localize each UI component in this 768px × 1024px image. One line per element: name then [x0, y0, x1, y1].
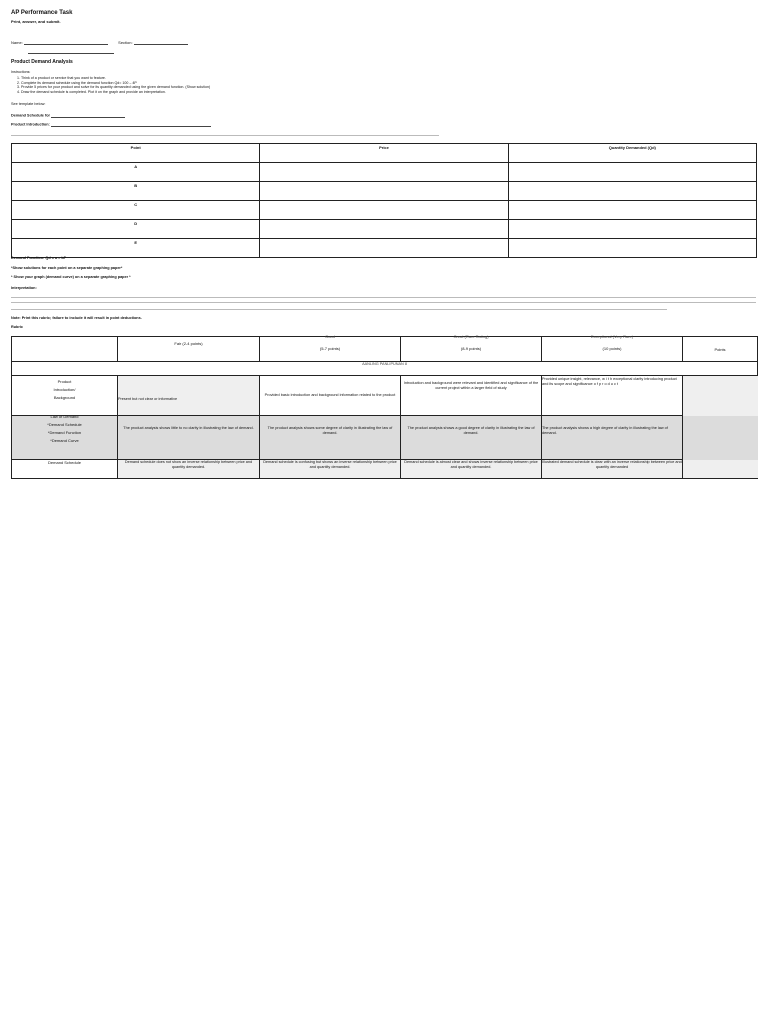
rubric-cell-exceptional: Provided unique insight, relevance, w i t h exceptional clarity introducing product and its scope and significance o f p r o d u c t — [542, 376, 683, 416]
student-fields — [11, 40, 188, 45]
rubric-label: Rubric — [11, 325, 24, 329]
interpretation-label: Interpretation: — [11, 286, 37, 290]
name-label: Name: — [11, 40, 23, 45]
level-name: Exceptional (Very Rare) — [590, 334, 634, 339]
section-title: Product Demand Analysis — [11, 59, 73, 65]
instructions — [11, 70, 210, 94]
criterion-line: Product — [57, 379, 72, 384]
level-name: Good — [325, 334, 335, 339]
interpretation-line[interactable] — [11, 309, 667, 310]
point-label: C — [12, 201, 260, 220]
rubric-criterion — [12, 416, 118, 460]
point-label: E — [12, 239, 260, 258]
point-label: D — [12, 220, 260, 239]
level-points: (5-7 points) — [319, 346, 341, 351]
level-name: Great (Rare Rating) — [453, 334, 489, 339]
graph-note: * Show your graph (demand curve) on a separate graphing paper * — [11, 275, 131, 279]
solutions-note: *Show solutions for each point on a separate graphing paper* — [11, 266, 123, 270]
price-cell[interactable] — [260, 163, 508, 182]
column-header-quantity: Quantity Demanded (Qd) — [508, 144, 756, 163]
table-row — [12, 163, 757, 182]
rubric-points-cell[interactable] — [683, 376, 758, 416]
rubric-level-header — [118, 337, 260, 362]
rubric-cell-great: The product analysis shows a good degree of clarity in illustrating the law of demand. — [401, 416, 542, 460]
quantity-cell[interactable] — [508, 182, 756, 201]
table-row — [12, 182, 757, 201]
demand-schedule-for-field[interactable] — [51, 113, 125, 118]
see-template: See template below: — [11, 102, 46, 106]
rubric-points-cell[interactable] — [683, 416, 758, 460]
rubric-level-header — [260, 334, 401, 362]
criterion-line: Demand Schedule — [48, 460, 81, 465]
rubric-cell-fair: Demand schedule does not show an inverse relationship between price and quantity demanded. — [118, 460, 260, 479]
criterion-line: *Demand Function — [47, 430, 82, 435]
rubric-cell-good: The product analysis shows some degree of clarity in illustrating the law of demand. — [260, 416, 401, 460]
criterion-line: *Demand Curve — [50, 438, 79, 443]
table-row — [12, 239, 757, 258]
rubric-criterion — [12, 460, 118, 479]
level-points: Fair (2-4 points) — [174, 341, 203, 346]
instruction-step: 4. Draw the demand schedule is completed. Plot it on the graph and provide an interpretation. — [21, 90, 210, 94]
instruction-list — [11, 76, 210, 94]
interpretation-line[interactable] — [11, 297, 756, 298]
table-row — [12, 201, 757, 220]
rubric-cell-exceptional: Illustrated demand schedule is clear with an inverse relationship between price and quantity demanded — [542, 460, 683, 479]
table-row — [12, 220, 757, 239]
quantity-cell[interactable] — [508, 201, 756, 220]
rubric-cell-good: Demand schedule is confusing but shows an inverse relationship between price and quantity demanded. — [260, 460, 401, 479]
rubric-cell-great: Introduction and background were relevant and identified and significance of the current project within a larger field of study — [401, 376, 542, 416]
rubric-header-row — [12, 337, 758, 362]
demand-schedule-table — [11, 143, 757, 258]
criterion-line: *Demand Schedule — [47, 422, 82, 427]
column-header-price: Price — [260, 144, 508, 163]
rubric-cell-fair: Present but not clear or informative — [118, 376, 260, 416]
product-intro-label: Product Introduction: — [11, 122, 50, 127]
table-header-row — [12, 144, 757, 163]
price-cell[interactable] — [260, 182, 508, 201]
quantity-cell[interactable] — [508, 163, 756, 182]
rubric-level-header — [542, 334, 683, 362]
section-field[interactable] — [134, 40, 188, 45]
rubric-cell-good: Provided basic introduction and background information related to the product — [260, 376, 401, 416]
quantity-cell[interactable] — [508, 239, 756, 258]
rubric-corner-cell — [12, 337, 118, 362]
point-label: B — [12, 182, 260, 201]
quantity-cell[interactable] — [508, 220, 756, 239]
price-cell[interactable] — [260, 220, 508, 239]
criterion-line: Law of Demand — [50, 414, 79, 419]
name-field[interactable] — [24, 40, 108, 45]
rubric-level-header — [401, 334, 542, 362]
rubric-points-header: Points — [683, 337, 758, 362]
interpretation-line[interactable] — [11, 302, 756, 303]
instruction-step: 3. Provide 5 prices for your product and solve for its quantity demanded using the given demand function. (Show solution) — [21, 85, 210, 89]
rubric-row — [12, 416, 758, 460]
price-cell[interactable] — [260, 201, 508, 220]
rubric-row — [12, 376, 758, 416]
product-intro-field[interactable] — [51, 122, 211, 127]
demand-schedule-for-label: Demand Schedule for — [11, 113, 51, 118]
rubric-cell-great: Demand schedule is almost clear and shows inverse relationship between price and quantity demanded. — [401, 460, 542, 479]
page-title: AP Performance Task — [11, 10, 73, 16]
point-label: A — [12, 163, 260, 182]
instructions-label: Instructions: — [11, 70, 31, 74]
rubric-band: AANLING PANLIPUNAN 8 — [12, 362, 758, 376]
demand-schedule-for — [11, 113, 125, 118]
level-points: (8-9 points) — [460, 346, 482, 351]
extra-field-line[interactable] — [28, 49, 114, 54]
column-header-point: Point — [12, 144, 260, 163]
demand-function: Demand Function: Qd = a – bP — [11, 256, 67, 260]
divider — [11, 135, 439, 136]
rubric-cell-exceptional: The product analysis shows a high degree of clarity in illustrating the law of demand. — [542, 416, 683, 460]
product-intro — [11, 122, 211, 127]
level-points: (10 points) — [602, 346, 622, 351]
rubric-band-row — [12, 362, 758, 376]
criterion-line: Introduction/ — [53, 387, 76, 392]
price-cell[interactable] — [260, 239, 508, 258]
instruction-step: 2. Complete its demand schedule using the demand function Qd= 100 – 4P — [21, 81, 210, 85]
page-subtitle: Print, answer, and submit. — [11, 19, 61, 24]
section-label: Section: — [118, 40, 133, 45]
rubric-table — [11, 336, 758, 479]
rubric-cell-fair: The product analysis shows little to no clarity in illustrating the law of demand. — [118, 416, 260, 460]
criterion-line: Background — [53, 395, 76, 400]
rubric-row — [12, 460, 758, 479]
rubric-points-cell[interactable] — [683, 460, 758, 479]
instruction-step: 1. Think of a product or service that you want to feature. — [21, 76, 210, 80]
print-note: Note: Print this rubric; failure to include it will result in point deductions. — [11, 316, 142, 320]
rubric-criterion — [12, 376, 118, 416]
